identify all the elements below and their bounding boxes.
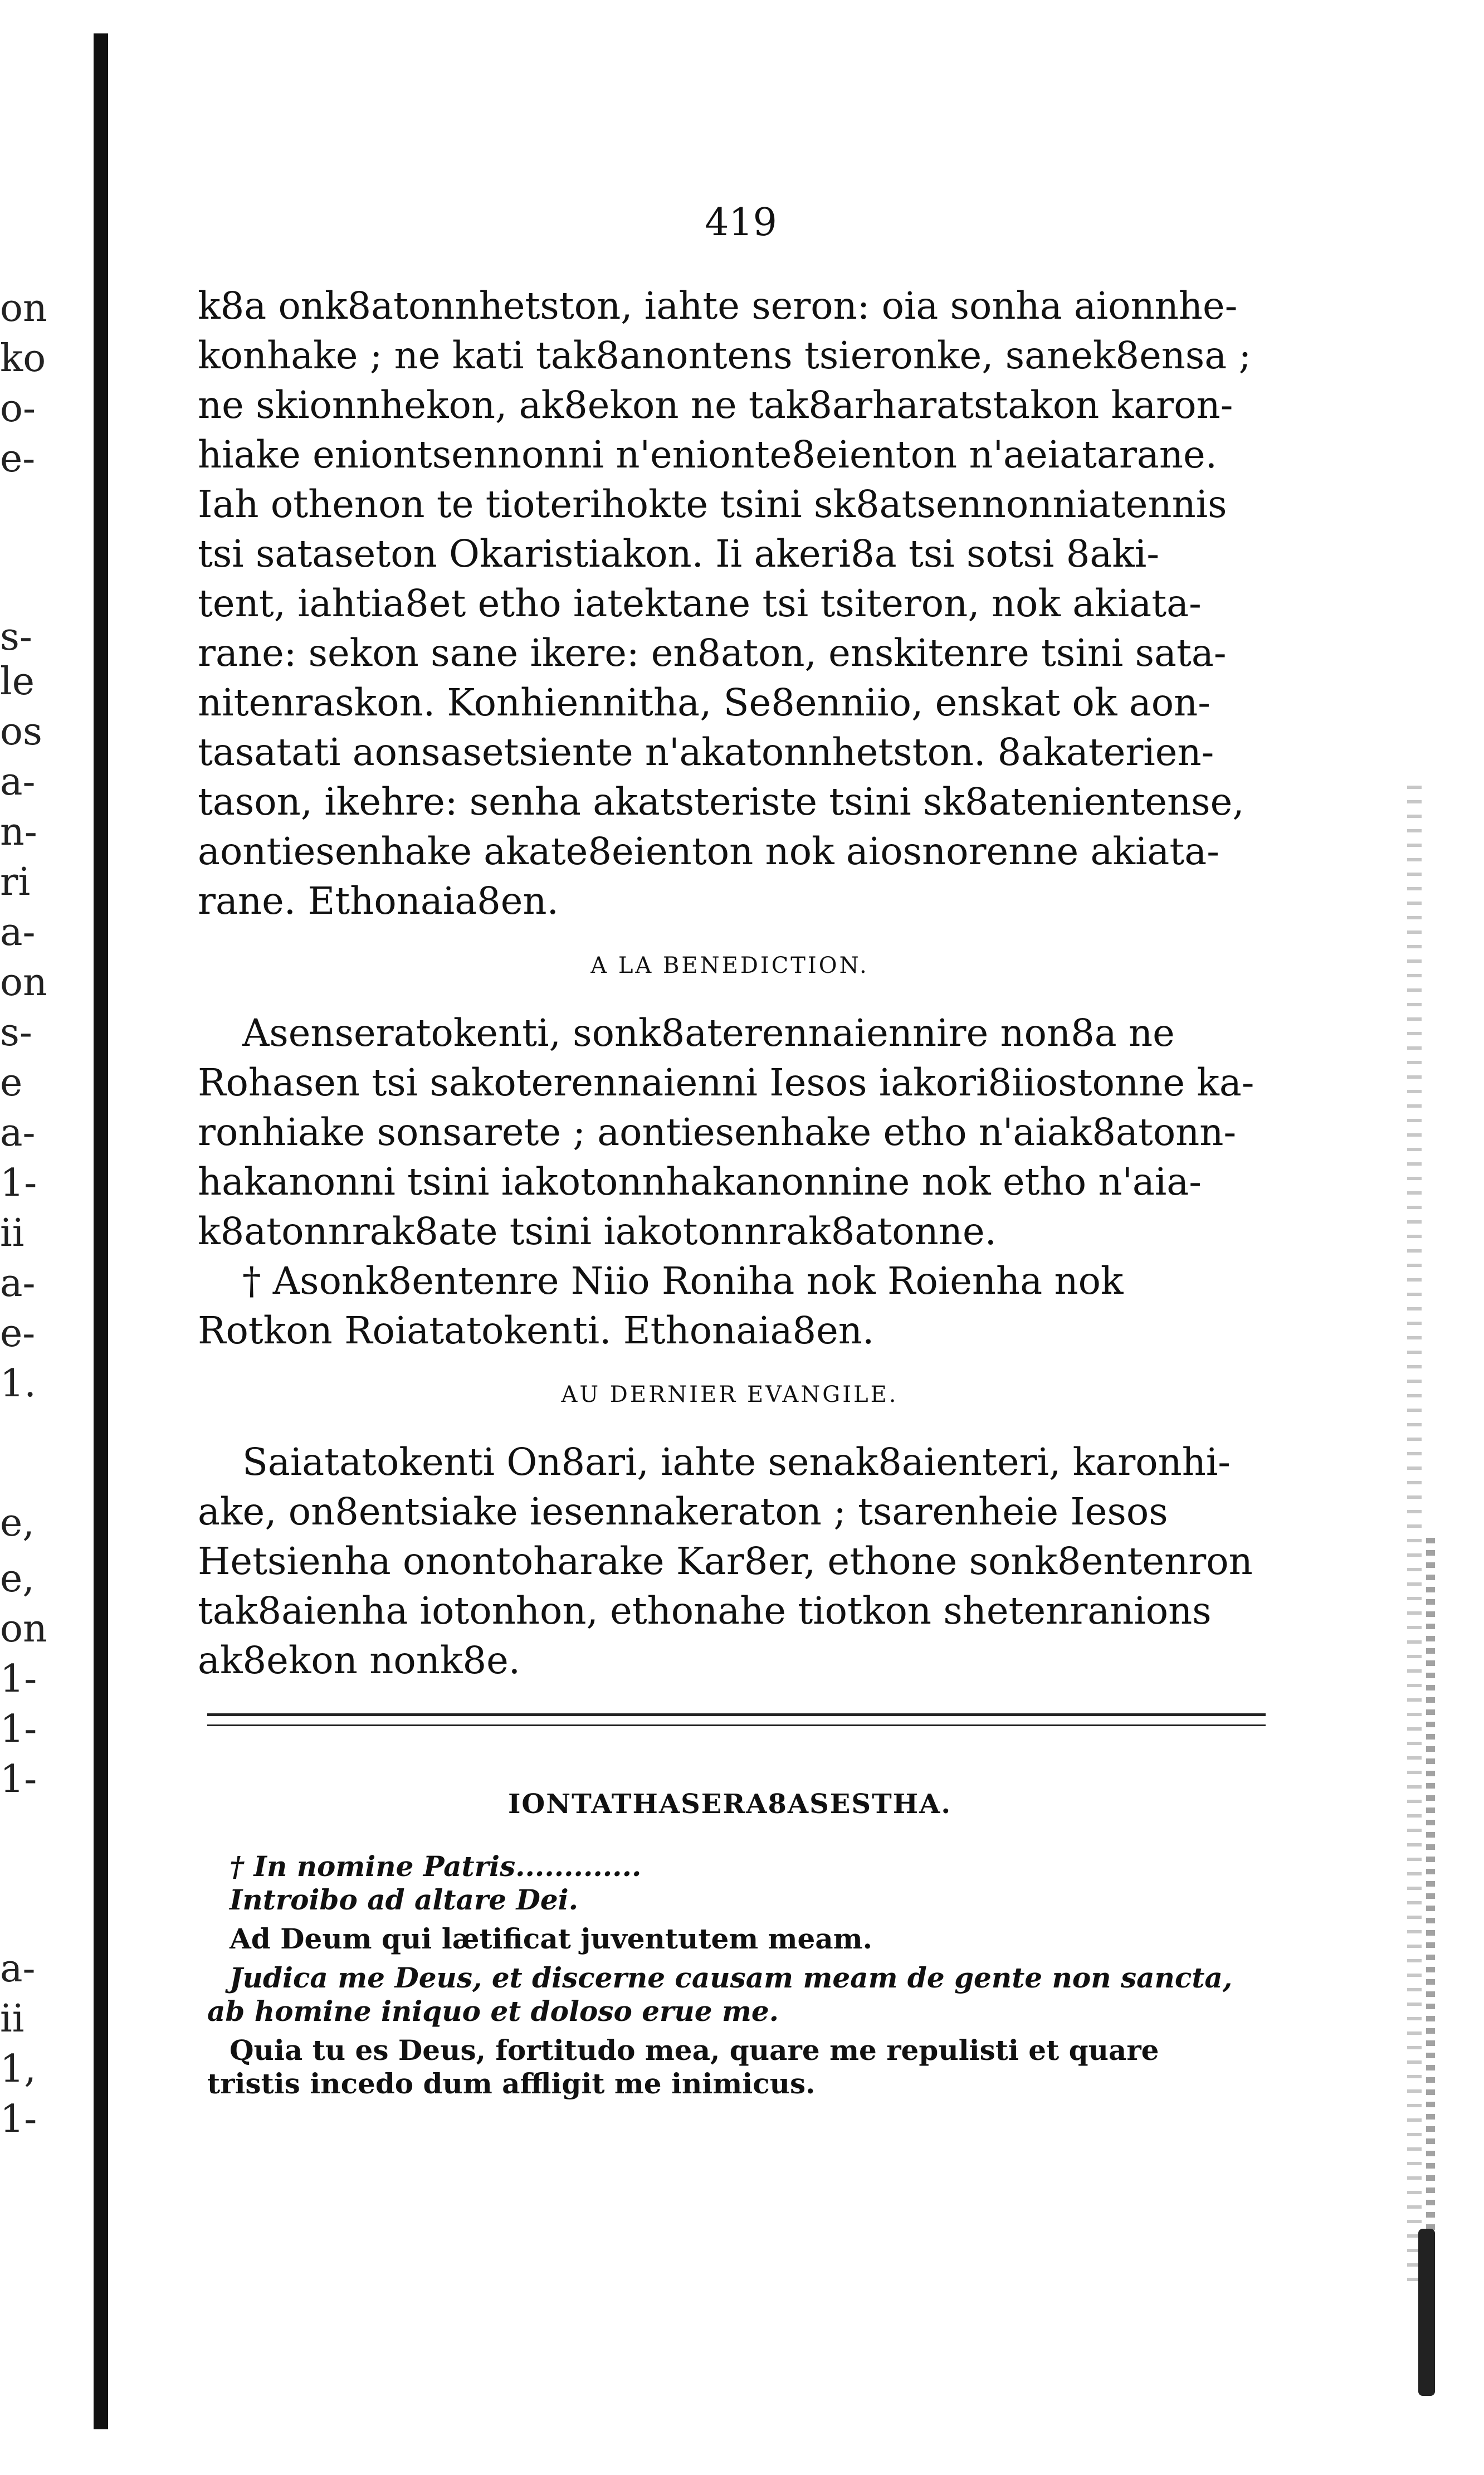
text-line: rane: sekon sane ikere: en8aton, enskitenre tsini sata- [198, 631, 1227, 675]
section-heading-benediction: A LA BENEDICTION. [590, 953, 869, 978]
text-line: tent, iahtia8et etho iatektane tsi tsiteron, nok akiata- [198, 582, 1202, 625]
margin-fragment: ri [0, 860, 31, 904]
text-line: aontiesenhake akate8eienton nok aiosnorenne akiata- [198, 830, 1219, 873]
paragraph-2 [198, 1008, 1262, 1256]
margin-fragment: e- [0, 437, 36, 481]
margin-fragment: a- [0, 1261, 36, 1305]
margin-fragment: s- [0, 615, 32, 659]
margin-fragment: 1- [0, 2097, 37, 2141]
text-line: Iah othenon te tioterihokte tsini sk8atsennonniatennis [198, 483, 1227, 526]
text-line: hiake eniontsennonni n'enionte8eienton n'aeiatarane. [198, 433, 1217, 476]
margin-fragment: ii [0, 1211, 25, 1255]
margin-fragment: n- [0, 810, 37, 854]
margin-fragment: a- [0, 1947, 36, 1991]
text-line: ne skionnhekon, ak8ekon ne tak8arharatstakon karon- [198, 383, 1233, 427]
text-line: † In nomine Patris............. [230, 1850, 642, 1883]
section-heading-iontathasera8asestha: IONTATHASERA8ASESTHA. [507, 1789, 952, 1820]
margin-fragment: a- [0, 1111, 36, 1155]
margin-fragment: s- [0, 1011, 32, 1055]
section-heading-evangile: AU DERNIER EVANGILE. [561, 1382, 899, 1407]
paragraph-3 [198, 1256, 1262, 1356]
paragraph-4 [198, 1438, 1262, 1685]
page-number: 419 [705, 201, 777, 245]
text-line: tristis incedo dum affligit me inimicus. [207, 2067, 816, 2100]
divider-rule [207, 1724, 1266, 1726]
left-margin-fragments [0, 0, 84, 2475]
text-line: hakanonni tsini iakotonnhakanonnine nok etho n'aia- [198, 1160, 1202, 1204]
text-line: ak8ekon nonk8e. [198, 1639, 521, 1682]
text-line: Introibo ad altare Dei. [230, 1883, 579, 1916]
margin-fragment: 1- [0, 1757, 37, 1801]
text-line: Rotkon Roiatatokenti. Ethonaia8en. [198, 1309, 875, 1352]
right-edge-artifacts [1387, 33, 1471, 2374]
margin-fragment: e [0, 1061, 23, 1105]
margin-fragment: on [0, 961, 47, 1005]
scan-noise [1407, 786, 1422, 2290]
text-line: rane. Ethonaia8en. [198, 879, 559, 923]
text-line: k8a onk8atonnhetston, iahte seron: oia sonha aionnhe- [198, 284, 1238, 328]
text-line: Ad Deum qui lætificat juventutem meam. [230, 1922, 873, 1955]
text-line: † Asonk8entenre Niio Roniha nok Roienha nok [242, 1259, 1124, 1303]
text-line: tasatati aonsasetsiente n'akatonnhetston. 8akaterien- [198, 730, 1214, 774]
text-line: tak8aienha iotonhon, ethonahe tiotkon shetenranions [198, 1589, 1212, 1633]
margin-fragment: e, [0, 1501, 35, 1545]
text-line: Rohasen tsi sakoterennaienni Iesos iakori8iiostonne ka- [198, 1061, 1254, 1104]
binding-shadow [94, 33, 108, 2429]
text-line: k8atonnrak8ate tsini iakotonnrak8atonne. [198, 1210, 997, 1253]
text-line: ronhiake sonsarete ; aontiesenhake etho n'aiak8atonn- [198, 1110, 1237, 1154]
divider-rule [207, 1713, 1266, 1716]
text-line: ake, on8entsiake iesennakeraton ; tsarenheie Iesos [198, 1490, 1168, 1533]
paragraph-1 [198, 281, 1262, 926]
margin-fragment: a- [0, 910, 36, 954]
margin-fragment: ii [0, 1997, 25, 2041]
margin-fragment: 1- [0, 1161, 37, 1205]
margin-fragment: 1- [0, 1657, 37, 1701]
text-line: Judica me Deus, et discerne causam meam de gente non sancta, [230, 1961, 1233, 1994]
margin-fragment: ko [0, 337, 46, 381]
margin-fragment: e- [0, 1312, 36, 1356]
text-line: Asenseratokenti, sonk8aterennaiennire non8a ne [242, 1011, 1175, 1055]
scan-noise [1426, 1538, 1435, 2318]
margin-fragment: o- [0, 387, 36, 431]
text-line: Hetsienha onontoharake Kar8er, ethone sonk8entenron [198, 1539, 1253, 1583]
margin-fragment: on [0, 286, 47, 330]
margin-fragment: a- [0, 760, 36, 804]
scan-noise [1418, 2229, 1435, 2396]
margin-fragment: os [0, 710, 42, 754]
margin-fragment: 1- [0, 1707, 37, 1751]
text-line: nitenraskon. Konhiennitha, Se8enniio, enskat ok aon- [198, 681, 1210, 724]
text-line: tsi sataseton Okaristiakon. Ii akeri8a tsi sotsi 8aki- [198, 532, 1160, 576]
margin-fragment: 1. [0, 1362, 36, 1406]
margin-fragment: le [0, 660, 35, 704]
text-line: ab homine iniquo et doloso erue me. [207, 1995, 779, 2028]
text-line: tason, ikehre: senha akatsteriste tsini sk8atenientense, [198, 780, 1244, 824]
text-line: Quia tu es Deus, fortitudo mea, quare me repulisti et quare [230, 2034, 1159, 2067]
text-line: konhake ; ne kati tak8anontens tsieronke, sanek8ensa ; [198, 334, 1252, 377]
margin-fragment: 1, [0, 2047, 36, 2091]
margin-fragment: on [0, 1607, 47, 1651]
margin-fragment: e, [0, 1557, 35, 1601]
latin-text [207, 1850, 1266, 2101]
text-line: Saiatatokenti On8ari, iahte senak8aienteri, karonhi- [242, 1440, 1231, 1484]
